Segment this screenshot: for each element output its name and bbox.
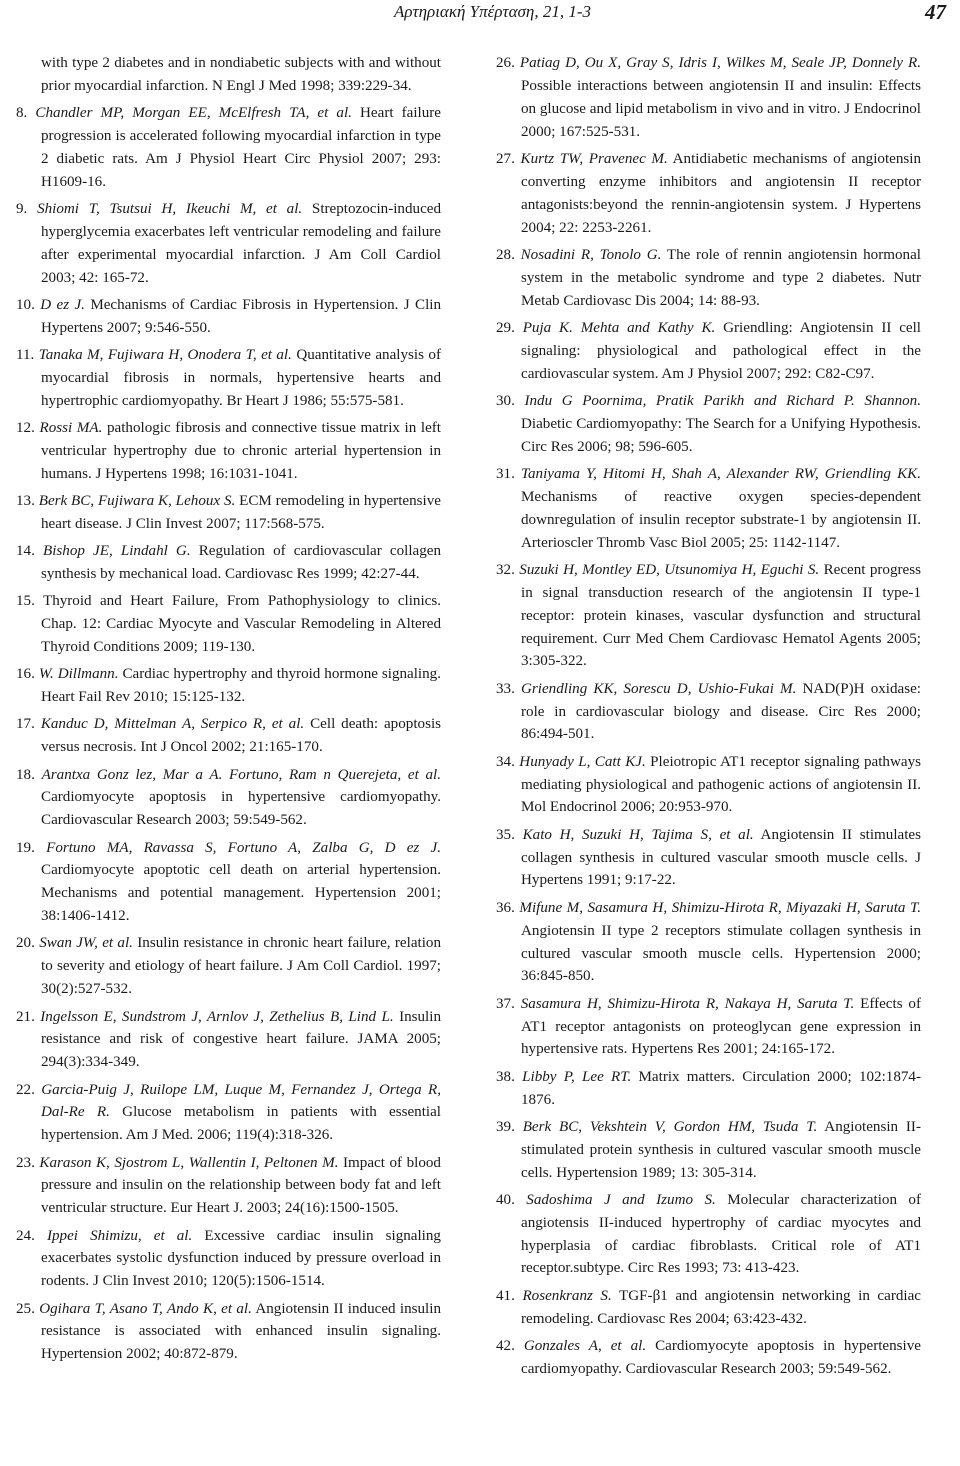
reference-authors: Mifune M, Sasamura H, Shimizu-Hirota R, Miyazaki H, Saruta T.: [519, 899, 921, 916]
reference-item: [16, 1152, 441, 1221]
reference-text: Excessive cardiac insulin signaling exacerbates systolic dysfunction induced by pressure overload in rodents. J Clin Invest 2010; 120(5):1506-1514.: [41, 1227, 441, 1290]
reference-item: [16, 764, 441, 833]
reference-text: pathologic fibrosis and connective tissue matrix in left ventricular hypertrophy due to chronic arterial hypertension in humans. J Hypertens 1998; 16:1031-1041.: [41, 420, 441, 482]
reference-item: [496, 993, 921, 1062]
reference-number: 31.: [496, 465, 515, 482]
journal-title: Αρτηριακή Υπέρταση, 21, 1-3: [393, 2, 591, 21]
reference-item: [496, 1116, 921, 1185]
reference-text: Possible interactions between angiotensin II and insulin: Effects on glucose and lipid metabolism in vivo and in vitro. J Endocrinol 2000; 167:525-531.: [521, 77, 921, 140]
reference-number: 18.: [16, 766, 35, 783]
reference-item: [496, 52, 921, 144]
reference-authors: Garcia-Puig J, Ruilope LM, Luque M, Fernandez J, Ortega R, Dal-Re R.: [41, 1081, 441, 1121]
reference-authors: W. Dillmann.: [38, 666, 119, 683]
reference-authors: Libby P, Lee RT.: [522, 1068, 632, 1085]
reference-text: Griendling: Angiotensin II cell signaling: physiological and pathological effect in the cardiovascular system. Am J Physiol 2007; 292: C82-C97.: [521, 319, 921, 382]
reference-number: 13.: [16, 493, 35, 510]
reference-number: 10.: [16, 296, 35, 313]
reference-authors: Nosadini R, Tonolo G.: [520, 246, 662, 263]
reference-authors: Swan JW, et al.: [39, 935, 133, 952]
reference-authors: Puja K. Mehta and Kathy K.: [522, 319, 716, 336]
reference-item: [496, 317, 921, 386]
reference-text: Cell death: apoptosis versus necrosis. Int J Oncol 2002; 21:165-170.: [41, 716, 442, 756]
reference-item: [16, 198, 441, 290]
reference-text: Glucose metabolism in patients with essential hypertension. Am J Med. 2006; 119(4):318-326.: [41, 1104, 441, 1144]
reference-item: [16, 344, 441, 413]
reference-item: [496, 244, 921, 313]
reference-authors: Griendling KK, Sorescu D, Ushio-Fukai M.: [521, 680, 797, 697]
reference-text: Quantitative analysis of myocardial fibrosis in normals, hypertensive hearts and hypertrophic cardiomyopathy. Br Heart J 1986; 55:575-581.: [41, 347, 441, 409]
reference-item: [16, 417, 441, 486]
reference-text: Mechanisms of Cardiac Fibrosis in Hypertension. J Clin Hypertens 2007; 9:546-550.: [41, 296, 442, 336]
reference-authors: Rossi MA.: [39, 420, 103, 437]
reference-number: 20.: [16, 935, 35, 952]
reference-item: [496, 1066, 921, 1112]
reference-text: Cardiomyocyte apoptotic cell death on arterial hypertension. Mechanisms and potential management. Hypertension 2001; 38:1406-1412.: [41, 862, 441, 925]
reference-number: 28.: [496, 246, 515, 263]
reference-item: [16, 294, 441, 340]
reference-authors: Ingelsson E, Sundstrom J, Arnlov J, Zethelius B, Lind L.: [40, 1008, 394, 1025]
page-number: 47: [925, 0, 946, 24]
reference-number: 17.: [16, 716, 35, 733]
reference-text: Angiotensin II-stimulated protein synthesis in cultured vascular smooth muscle cells. Hypertension 1989; 13: 305-314.: [521, 1118, 921, 1181]
reference-number: 8.: [16, 105, 28, 122]
reference-item: [16, 102, 441, 194]
reference-item: [496, 463, 921, 555]
reference-item: [496, 824, 921, 893]
reference-text: Cardiac hypertrophy and thyroid hormone signaling. Heart Fail Rev 2010; 15:125-132.: [41, 666, 441, 706]
reference-authors: Berk BC, Fujiwara K, Lehoux S.: [38, 493, 236, 510]
reference-authors: Bishop JE, Lindahl G.: [43, 543, 191, 560]
reference-number: 16.: [16, 666, 35, 683]
reference-number: 15.: [16, 593, 35, 610]
reference-item: [496, 678, 921, 747]
reference-text: Heart failure progression is accelerated following myocardial infarction in type 2 diabetic rats. Am J Physiol Heart Circ Physiol 2007; 293: H1609-16.: [41, 105, 442, 190]
reference-authors: Karason K, Sjostrom L, Wallentin I, Peltonen M.: [39, 1154, 339, 1171]
reference-authors: D ez J.: [40, 296, 85, 313]
reference-text: Antidiabetic mechanisms of angiotensin converting enzyme inhibitors and angiotensin II receptor antagonists:beyond the rennin-angiotensin system. J Hypertens 2004; 22: 2253-2261.: [521, 150, 921, 236]
reference-item: [496, 1285, 921, 1331]
reference-authors: Patiag D, Ou X, Gray S, Idris I, Wilkes M, Seale JP, Donnely R.: [519, 55, 921, 71]
reference-number: 30.: [496, 392, 515, 409]
reference-authors: Rosenkranz S.: [522, 1287, 612, 1304]
reference-number: 32.: [496, 561, 515, 578]
reference-text: Angiotensin II induced insulin resistance is associated with enhanced insulin signaling. Hypertension 2002; 40:872-879.: [41, 1300, 441, 1363]
reference-authors: Shiomi T, Tsutsui H, Ikeuchi M, et al.: [37, 201, 303, 218]
reference-text: NAD(P)H oxidase: role in cardiovascular biology and disease. Circ Res 2000; 86:494-501.: [521, 680, 921, 743]
reference-authors: Hunyady L, Catt KJ.: [519, 753, 646, 770]
reference-number: 23.: [16, 1154, 35, 1171]
reference-authors: Sadoshima J and Izumo S.: [526, 1191, 716, 1208]
reference-item: [16, 837, 441, 929]
reference-item: [16, 1225, 441, 1294]
reference-authors: Chandler MP, Morgan EE, McElfresh TA, et al.: [35, 105, 352, 122]
reference-number: 11.: [16, 347, 35, 364]
reference-text: Matrix matters. Circulation 2000; 102:1874-1876.: [521, 1068, 922, 1108]
reference-number: 40.: [496, 1191, 515, 1208]
reference-item: [16, 663, 441, 709]
reference-authors: Ippei Shimizu, et al.: [46, 1227, 193, 1244]
reference-text: with type 2 diabetes and in nondiabetic subjects with and without prior myocardial infarction. N Engl J Med 1998; 339:229-34.: [41, 55, 441, 94]
reference-item: [496, 390, 921, 459]
reference-number: 14.: [16, 543, 35, 560]
reference-item: [496, 751, 921, 820]
reference-item: [496, 559, 921, 674]
reference-number: 39.: [496, 1118, 515, 1135]
reference-item: [496, 148, 921, 240]
reference-number: 35.: [496, 826, 515, 843]
reference-item: [16, 1079, 441, 1148]
reference-item: [496, 897, 921, 989]
reference-number: 21.: [16, 1008, 35, 1025]
reference-text: Angiotensin II stimulates collagen synthesis in cultured vascular smooth muscle cells. J Hypertens 1991; 9:17-22.: [521, 826, 921, 889]
reference-authors: Fortuno MA, Ravassa S, Fortuno A, Zalba G, D ez J.: [46, 839, 441, 856]
reference-text: Cardiomyocyte apoptosis in hypertensive cardiomyopathy. Cardiovascular Research 2003; 59:549-562.: [521, 1337, 921, 1377]
reference-text: Insulin resistance in chronic heart failure, relation to severity and etiology of heart failure. J Am Coll Cardiol. 1997; 30(2):527-532.: [41, 935, 441, 998]
reference-text: The role of rennin angiotensin hormonal system in the metabolic syndrome and type 2 diabetes. Nutr Metab Cardiovasc Dis 2004; 14: 88-93.: [521, 246, 921, 309]
left-column-references: [16, 52, 441, 1371]
reference-number: 41.: [496, 1287, 515, 1304]
reference-authors: Tanaka M, Fujiwara H, Onodera T, et al.: [38, 347, 292, 364]
reference-number: 27.: [496, 150, 515, 167]
reference-text: Pleiotropic AT1 receptor signaling pathways mediating physiological and pathogenic actions of angiotensin II. Mol Endocrinol 2006; 20:953-970.: [521, 753, 921, 816]
reference-number: 29.: [496, 319, 515, 336]
reference-authors: Suzuki H, Montley ED, Utsunomiya H, Eguchi S.: [519, 561, 820, 578]
reference-number: 38.: [496, 1068, 515, 1085]
reference-number: 34.: [496, 753, 515, 770]
reference-number: 22.: [16, 1081, 35, 1098]
reference-number: 9.: [16, 201, 28, 218]
reference-text: Mechanisms of reactive oxygen species-dependent downregulation of insulin receptor substrate-1 by angiotensin II. Arterioscler Thromb Vasc Biol 2005; 25: 1142-1147.: [521, 488, 921, 551]
reference-number: 12.: [16, 420, 35, 437]
reference-authors: Berk BC, Vekshtein V, Gordon HM, Tsuda T.: [522, 1118, 818, 1135]
page-header: [0, 0, 960, 30]
reference-text: Diabetic Cardiomyopathy: The Search for a Unifying Hypothesis. Circ Res 2006; 98; 596-605.: [521, 415, 921, 455]
reference-number: 37.: [496, 995, 515, 1012]
reference-number: 36.: [496, 899, 515, 916]
reference-item: [16, 540, 441, 586]
reference-number: 26.: [496, 55, 515, 71]
reference-item: [16, 1298, 441, 1367]
reference-authors: Indu G Poornima, Pratik Parikh and Richard P. Shannon.: [524, 392, 921, 409]
reference-number: 25.: [16, 1300, 35, 1317]
reference-item: [16, 590, 441, 659]
reference-number: 24.: [16, 1227, 35, 1244]
reference-number: 33.: [496, 680, 515, 697]
reference-text: Impact of blood pressure and insulin on the relationship between body fat and left ventricular structure. Eur Heart J. 2003; 24(16):1500-1505.: [41, 1154, 441, 1217]
reference-authors: Arantxa Gonz lez, Mar a A. Fortuno, Ram n Querejeta, et al.: [41, 766, 441, 783]
reference-item: [16, 932, 441, 1001]
reference-text: Molecular characterization of angiotensis II-induced hypertrophy of cardiac myocytes and hyperplasia of cardiac fibroblasts. Critical role of AT1 receptor.subtype. Circ Res 1993; 73: 413-423.: [521, 1191, 921, 1277]
reference-item: [496, 1189, 921, 1281]
reference-text: ECM remodeling in hypertensive heart disease. J Clin Invest 2007; 117:568-575.: [41, 493, 441, 532]
reference-number: 19.: [16, 839, 35, 856]
reference-text: Angiotensin II type 2 receptors stimulate collagen synthesis in cultured vascular smooth muscle cells. Hypertension 2000; 36:845-850.: [521, 922, 921, 985]
reference-authors: Kato H, Suzuki H, Tajima S, et al.: [522, 826, 754, 843]
reference-text: Effects of AT1 receptor antagonists on proteoglycan gene expression in hypertensive rats. Hypertens Res 2001; 24:165-172.: [521, 995, 921, 1058]
reference-item: [16, 490, 441, 536]
reference-text: Recent progress in signal transduction research of the angiotensin II type-1 receptor: protein kinases, vascular dysfunction and structural requirement. Curr Med Chem Cardiovasc Hematol Agents 2005; 3:305-322.: [521, 561, 922, 670]
reference-authors: Ogihara T, Asano T, Ando K, et al.: [39, 1300, 252, 1317]
reference-item: [16, 52, 441, 98]
reference-number: 42.: [496, 1337, 515, 1354]
reference-authors: Kurtz TW, Pravenec M.: [520, 150, 668, 167]
reference-authors: Gonzales A, et al.: [523, 1337, 647, 1354]
right-column-references: [496, 52, 921, 1385]
reference-item: [16, 713, 441, 759]
reference-text: Cardiomyocyte apoptosis in hypertensive cardiomyopathy. Cardiovascular Research 2003; 59:549-562.: [41, 789, 441, 829]
reference-item: [16, 1006, 441, 1075]
reference-authors: Kanduc D, Mittelman A, Serpico R, et al.: [40, 716, 305, 733]
reference-text: Thyroid and Heart Failure, From Pathophysiology to clinics. Chap. 12: Cardiac Myocyte and Vascular Remodeling in Altered Thyroid Conditions 2009; 119-130.: [41, 593, 441, 656]
reference-item: [496, 1335, 921, 1381]
reference-text: Streptozocin-induced hyperglycemia exacerbates left ventricular remodeling and failure after experimental myocardial infarction. J Am Coll Cardiol 2003; 42: 165-72.: [41, 201, 442, 286]
reference-text: Regulation of cardiovascular collagen synthesis by mechanical load. Cardiovasc Res 1999; 42:27-44.: [41, 543, 441, 583]
reference-authors: Sasamura H, Shimizu-Hirota R, Nakaya H, Saruta T.: [520, 995, 855, 1012]
reference-text: Insulin resistance and risk of congestive heart failure. JAMA 2005; 294(3):334-349.: [41, 1008, 441, 1071]
reference-text: TGF-β1 and angiotensin networking in cardiac remodeling. Cardiovasc Res 2004; 63:423-432.: [521, 1287, 921, 1327]
reference-authors: Taniyama Y, Hitomi H, Shah A, Alexander RW, Griendling KK.: [520, 465, 921, 482]
